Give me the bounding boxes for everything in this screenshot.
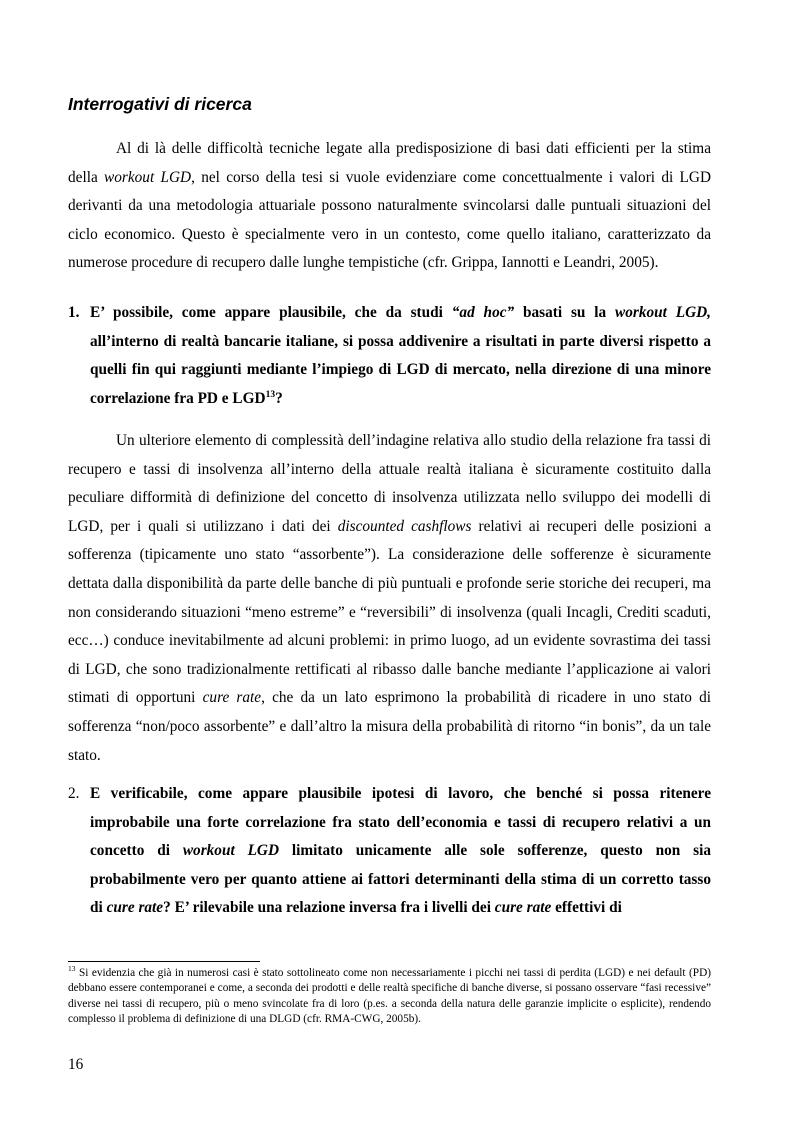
footnote-ref[interactable]: 13	[265, 389, 276, 400]
emphasis: discounted cashflows	[337, 517, 472, 535]
emphasis: “ad hoc”	[451, 304, 515, 321]
footnote-number: 13	[68, 964, 76, 974]
emphasis: workout LGD	[182, 842, 280, 860]
emphasis: cure rate	[494, 899, 552, 917]
section-heading: Interrogativi di ricerca	[68, 94, 252, 114]
question-number: 2.	[68, 785, 80, 802]
research-question-1: 1. E’ possibile, come appare plausibile, che da studi “ad hoc” basati su la workout LGD, all’interno di realtà bancarie italiane, si possa addivenire a risultati in parte diversi rispetto a quelli fin qui raggiunti mediante l’impiego di LGD di mercato, nella direzione di una minore correlazione fra PD e LGD$^{13}$?	[68, 299, 711, 413]
body-paragraph: Un ulteriore elemento di complessità dell’indagine relativa allo studio della relazione fra tassi di recupero e tassi di insolvenza all’interno della attuale realtà italiana è sicuramente costituito dalla peculiare difformità di definizione del concetto di insolvenza utilizzata nello sviluppo dei modelli di LGD, per i quali si utilizzano i dati dei discounted cashflows relativi ai recuperi delle posizioni a sofferenza (tipicamente uno stato “assorbente”). La considerazione delle sofferenze è sicuramente dettata dalla disponibilità da parte delle banche di più puntuali e profonde serie storiche dei recuperi, ma non considerando situazioni “meno estreme” e “reversibili” di insolvenza (quali Incagli, Crediti scaduti, ecc…) conduce inevitabilmente ad alcuni problemi: in primo luogo, ad un evidente sovrastima dei tassi di LGD, che sono tradizionalmente rettificati al ribasso dalle banche mediante l’applicazione ai valori stimati di opportuni cure rate, che da un lato esprimono la probabilità di ricadere in uno stato di sofferenza “non/poco assorbente” e dall’altro la misura della probabilità di ritorno “in bonis”, da un tale stato.	[68, 432, 712, 764]
footnote-separator	[68, 961, 260, 962]
research-question-2: 2. E verificabile, come appare plausibile ipotesi di lavoro, che benché si possa ritenere improbabile una forte correlazione fra stato dell’economia e tassi di recupero relativi a un concetto di workout LGD limitato unicamente alle sole sofferenze, questo non sia probabilmente vero per quanto attiene ai fattori determinanti della stima di un corretto tasso di cure rate? E’ rilevabile una relazione inversa fra i livelli dei cure rate effettivi di	[68, 780, 711, 923]
emphasis: workout LGD,	[615, 304, 711, 321]
emphasis: cure rate	[106, 899, 164, 917]
emphasis: workout LGD	[104, 168, 192, 186]
intro-paragraph: Al di là delle difficoltà tecniche legate alla predisposizione di basi dati efficienti per la stima della workout LGD, nel corso della tesi si vuole evidenziare come concettualmente i valori di LGD derivanti da una metodologia attuariale possono naturalmente svincolarsi dalle puntuali situazioni del ciclo economico. Questo è specialmente vero in un contesto, come quello italiano, caratterizzato da numerose procedure di recupero dalle lunghe tempistiche (cfr. Grippa, Iannotti e Leandri, 2005).	[68, 140, 711, 272]
footnote: $^{13}$ Si evidenzia che già in numerosi casi è stato sottolineato come non necessariamente i picchi nei tassi di perdita (LGD) e nei default (PD) debbano essere contemporanei e come, a seconda dei prodotti e delle realtà specifiche di banche diverse, si possano osservare “fasi recessive” diverse nei tassi di recupero, più o meno svincolate fra di loro (p.es. a seconda della natura delle garanzie implicite o esplicite), rendendo complesso il problema di definizione di una DLGD (cfr. RMA-CWG, 2005b).	[68, 964, 711, 1026]
emphasis: cure rate	[202, 689, 262, 707]
question-number: 1.	[68, 304, 80, 321]
page-number: 16	[68, 1056, 84, 1073]
